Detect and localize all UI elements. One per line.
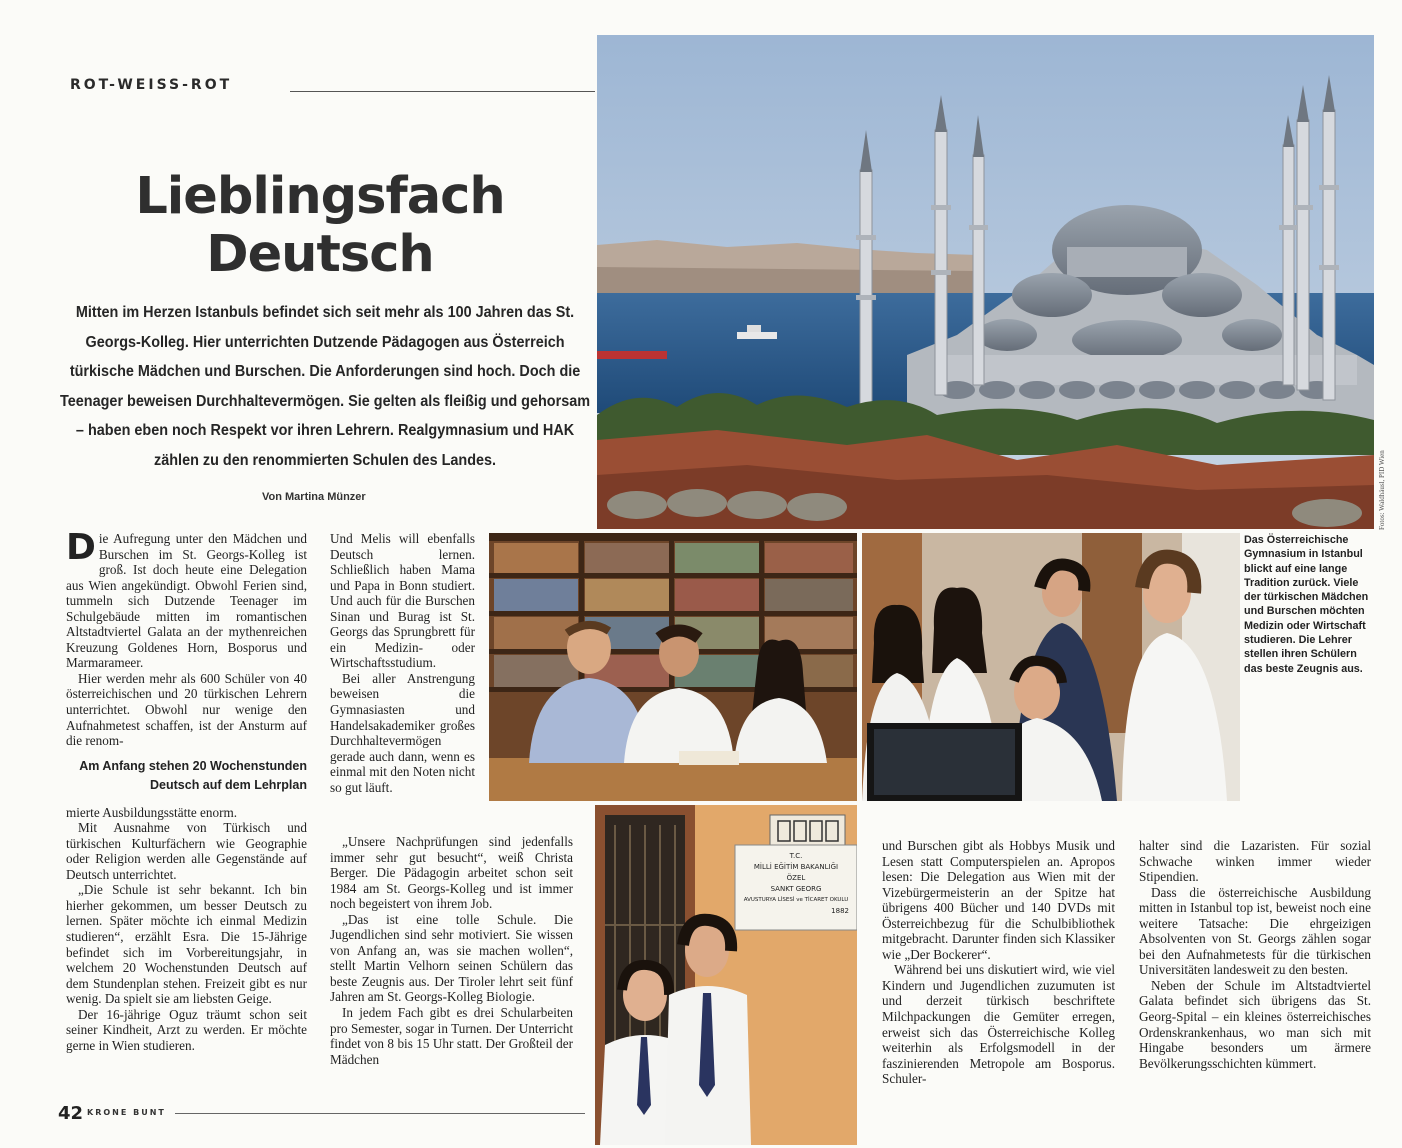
photo-caption: Das Österreichische Gymnasium in Istanbul blickt auf eine lange Tradition zurück. Viele der türkischen Mädchen und Burschen möchten Medizin oder Wirtschaft studieren. Die Lehrer stellen ihren Schülern das beste Zeugnis aus. — [1244, 534, 1369, 675]
school-sign-line-4: SANKT GEORG — [770, 885, 822, 893]
column-1-paragraph-4: Mit Ausnahme von Türkisch und türkischen Kulturfächern wie Geographie oder Religion werden alle Gegenstände auf Deutsch unterrichtet. — [66, 820, 307, 882]
column-3-paragraph-1: und Burschen gibt als Hobbys Musik und Lesen statt Computerspielen an. Apropos lesen: Die Delegation aus Wien mit der Vizebürgermeisterin an der Spitze hat übrigens 400 Bücher und 140 DVDs mit Österreichbezug für die Schulbibliothek mitgebracht. Darunter finden sich Klassiker wie „Der Bockerer“. — [882, 838, 1115, 962]
column-2-paragraph-3: „Unsere Nachprüfungen sind jedenfalls immer sehr gut besucht“, weiß Christa Berger. Die Pädagogin arbeitet schon seit 1984 am St. Georgs-Kolleg und ist immer noch begeistert von ihrem Job. — [330, 834, 573, 912]
column-1-paragraph-1-text: ie Aufregung unter den Mädchen und Burschen im St. Georgs-Kolleg ist groß. Ist doch heute eine Delegation aus Wien angekündigt. Obwohl Ferien sind, tummeln sich Dutzende Teenager im Schulgebäude mitten im romantischen Altstadtviertel Galata an der mythenreichen Kreuzung Goldenes Horn, Bosporus und Marmarameer. — [66, 531, 307, 671]
headline-line-2: Deutsch — [206, 225, 434, 284]
column-4-paragraph-1: halter sind die Lazaristen. Für sozial Schwache winken immer wieder Stipendien. — [1139, 838, 1371, 885]
column-2-paragraph-2: Bei aller Anstrengung beweisen die Gymnasiasten und Handelsakademiker großes Durchhaltevermögen gerade auch dann, wenn es einmal mit den Noten nicht so gut läuft. — [330, 670, 475, 795]
column-4 — [1139, 838, 1371, 1071]
column-2-lower — [330, 834, 573, 1067]
byline: Von Martina Münzer — [262, 491, 366, 503]
photo-credit: Fotos: Waldhäusl, PID Wien — [1378, 450, 1386, 530]
column-1-subhead: Am Anfang stehen 20 Wochenstunden Deutsch auf dem Lehrplan — [79, 758, 307, 792]
column-1-paragraph-6: Der 16-jährige Oguz träumt schon seit seiner Kindheit, Arzt zu werden. Er möchte gerne in Wien studieren. — [66, 1006, 307, 1053]
footer-brand: KRONE BUNT — [87, 1108, 166, 1117]
column-4-paragraph-3: Neben der Schule im Altstadtviertel Galata befindet sich übrigens das St. Georg-Spital – ein kleines österreichisches Ordenskrankenhaus, wo man sich mit Hingabe besonders um ärmere Bevölkerungsschichten kümmert. — [1139, 977, 1371, 1071]
photo-library-teacher — [489, 533, 857, 801]
column-1 — [66, 527, 307, 1053]
headline-line-1: Lieblingsfach — [135, 167, 505, 226]
page-number: 42 — [58, 1103, 84, 1124]
library-illustration — [489, 533, 857, 801]
column-1-paragraph-5: „Die Schule ist sehr bekannt. Ich bin hierher gekommen, um besser Deutsch zu lernen. Später möchte ich einmal Medizin studieren“, erzählt Esra. Die 15-Jährige befindet sich im Vorbereitungsjahr, in welchem 20 Wochenstunden Deutsch auf dem Stundenplan stehen. Freizeit gibt es nur wenig. Da spielt sie am liebsten Geige. — [66, 882, 307, 1007]
school-sign-line-2: MİLLİ EĞİTİM BAKANLIĞI — [753, 863, 839, 871]
column-2-paragraph-4: „Das ist eine tolle Schule. Die Jugendlichen sind sehr motiviert. Sie wissen von Anfang an, was sie machen wollen“, stellt Martin Velhorn seinen Schülern das beste Zeugnis aus. Der Tiroler lehrt seit fünf Jahren am St. Georgs-Kolleg Biologie. — [330, 911, 573, 1005]
footer-rule — [175, 1113, 585, 1114]
students-illustration — [862, 533, 1240, 801]
photo-blue-mosque — [597, 35, 1374, 529]
school-sign — [735, 845, 857, 930]
school-sign-line-6: 1882 — [831, 907, 849, 915]
header-rule — [290, 91, 595, 92]
section-label: ROT-WEISS-ROT — [70, 77, 233, 93]
column-1-paragraph-2: Hier werden mehr als 600 Schüler von 40 österreichischen und 20 türkischen Lehrern unterrichtet. Obwohl nur wenige den Aufnahmetest schaffen, ist der Ansturm auf die renom- — [66, 670, 307, 749]
intro-lead: Mitten im Herzen Istanbuls befindet sich seit mehr als 100 Jahren das St. Georgs-Kolleg. Hier unterrichten Dutzende Pädagogen aus Österreich türkische Mädchen und Burschen. Die Anforderungen sind hoch. Doch die Teenager beweisen Durchhaltevermögen. Sie gelten als fleißig und gehorsam – haben eben noch Respekt vor ihren Lehrern. Realgymnasium und HAK zählen zu den renommierten Schulen des Landes. — [60, 304, 591, 469]
column-1-paragraph-1 — [66, 527, 307, 671]
headline — [60, 168, 580, 284]
blue-mosque-illustration — [597, 35, 1374, 529]
school-sign-line-3: ÖZEL — [786, 874, 806, 882]
column-4-paragraph-2: Dass die österreichische Ausbildung mitten in Istanbul top ist, beweist noch eine weitere Tatsache: Die ehrgeizigen Absolventen von St. Georgs zählen sogar bei den Aufnahmetests für die türkischen Universitäten landesweit zu den besten. — [1139, 884, 1371, 978]
column-3 — [882, 838, 1115, 1087]
column-2-paragraph-1: Und Melis will ebenfalls Deutsch lernen. Schließlich haben Mama und Papa in Bonn studiert. Und auch für die Burschen Sinan und Burag ist St. Georgs das Sprungbrett für ein Medizin- oder Wirtschaftsstudium. — [330, 531, 475, 671]
column-3-paragraph-2: Während bei uns diskutiert wird, wie viel Kindern und Jugendlichen zuzumuten ist und derzeit türkisch beschriftete Milchpackungen die Gemüter erregen, erweist sich das Österreichische Kolleg weiterhin als Erfolgsmodell in der faszinierenden Metropole am Bosporus. Schuler- — [882, 962, 1115, 1087]
photo-students-computer — [862, 533, 1240, 801]
dropcap: D — [66, 527, 96, 568]
school-sign-line-1: T.C. — [789, 852, 803, 860]
school-sign-line-5: AVUSTURYA LİSESİ ve TİCARET OKULU — [743, 897, 849, 903]
column-2-upper — [330, 531, 475, 795]
column-2-paragraph-5: In jedem Fach gibt es drei Schularbeiten pro Semester, sogar in Turnen. Der Unterricht findet von 8 bis 15 Uhr statt. Der Großteil der Mädchen — [330, 1005, 573, 1067]
photo-school-entrance — [595, 805, 857, 1145]
column-1-paragraph-3: mierte Ausbildungsstätte enorm. — [66, 804, 238, 820]
